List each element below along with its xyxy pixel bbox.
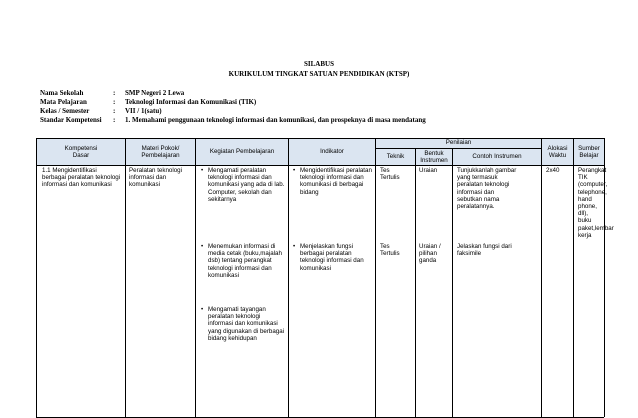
indikator-item: • Mengidentifikasi peralatan teknologi informasi dan komunikasi di berbagai bidang (300, 167, 373, 196)
cell-teknik: Tes Tertulis (380, 167, 400, 182)
kegiatan-item: • Mengamati peralatan teknologi informasi dan komunikasi yang ada di lab. Computer, sekolah dan sekitarnya (208, 167, 286, 203)
meta-sep: : (113, 89, 116, 97)
table-line (36, 165, 604, 166)
meta-value: Teknologi Informasi dan Komunikasi (TIK) (125, 98, 257, 106)
header-indikator: Indikator (320, 148, 344, 156)
meta-key: Nama Sekolah (40, 89, 84, 97)
meta-value: SMP Negeri 2 Lewa (125, 89, 185, 97)
indikator-item: • Menjelaskan fungsi berbagai peralatan teknologi informasi dan komunikasi (300, 243, 373, 272)
table-line (541, 138, 542, 417)
meta-nama-sekolah (40, 89, 184, 97)
meta-key: Kelas / Semester (40, 107, 90, 115)
cell-contoh: Jelaskan fungsi dari faksimile (457, 243, 512, 258)
header-contoh-instrumen: Contoh Instrumen (472, 153, 522, 161)
table-line (288, 138, 289, 417)
title-silabus: SILABUS (304, 60, 334, 68)
table-line (195, 138, 196, 417)
table-line (125, 138, 126, 417)
cell-contoh: Tunjukkanlah gambar yang termasuk peralatan teknologi informasi dan sebutkan nama peralatannya. (457, 167, 517, 211)
header-penilaian: Penilaian (445, 139, 472, 147)
header-kompetensi-dasar: Kompetensi Dasar (64, 144, 98, 159)
header-teknik: Teknik (386, 153, 405, 161)
table-line (452, 148, 453, 417)
cell-sumber: Perangkat TIK (computer, telephone, hand phone, dll), buku paket,lembar kerja (578, 167, 614, 239)
cell-alokasi: 2x40 (546, 167, 560, 174)
cell-teknik: Tes Tertulis (380, 243, 400, 258)
header-bentuk-instrumen: Bentuk Instrumen (420, 149, 448, 164)
header-alokasi-waktu: Alokasi Waktu (547, 144, 568, 159)
meta-sep: : (113, 116, 116, 124)
meta-mata-pelajaran (40, 98, 256, 106)
meta-kelas-semester (40, 107, 162, 115)
cell-materi: Peralatan teknologi informasi dan komunikasi (129, 167, 182, 189)
table-line (573, 138, 574, 417)
cell-bentuk: Uraian (419, 167, 438, 174)
meta-sep: : (113, 107, 116, 115)
meta-standar-kompetensi (40, 116, 426, 124)
meta-sep: : (113, 98, 116, 106)
cell-bentuk: Uraian / pilihan ganda (419, 243, 441, 265)
kegiatan-item: • Mengamati tayangan peralatan teknologi informasi dan komunikasi yang digunakan di berbagai bidang kehidupan (208, 306, 286, 342)
cell-kompetensi-dasar: 1.1 Mengidentifikasi berbagai peralatan teknologi informasi dan komunikasi (42, 167, 121, 189)
table-line (604, 138, 605, 417)
meta-key: Mata Pelajaran (40, 98, 87, 106)
header-sumber-belajar: Sumber Belajar (578, 144, 600, 159)
header-kegiatan: Kegiatan Pembelajaran (209, 148, 275, 156)
meta-value: 1. Memahami penggunaan teknologi informasi dan komunikasi, dan prospeknya di masa mendatang (125, 116, 426, 124)
header-materi: Materi Pokok/ Pembelajaran (141, 144, 180, 159)
meta-key: Standar Kompetensi (40, 116, 102, 124)
table-line (415, 148, 416, 417)
title-ktsp: KURIKULUM TINGKAT SATUAN PENDIDIKAN (KTSP) (228, 70, 410, 78)
meta-value: VII / 1(satu) (125, 107, 162, 115)
kegiatan-item: • Menemukan informasi di media cetak (buku,majalah dsb) tentang perangkat teknologi informasi dan komunikasi (208, 243, 286, 279)
table-line (375, 138, 376, 417)
table-line (36, 138, 37, 417)
